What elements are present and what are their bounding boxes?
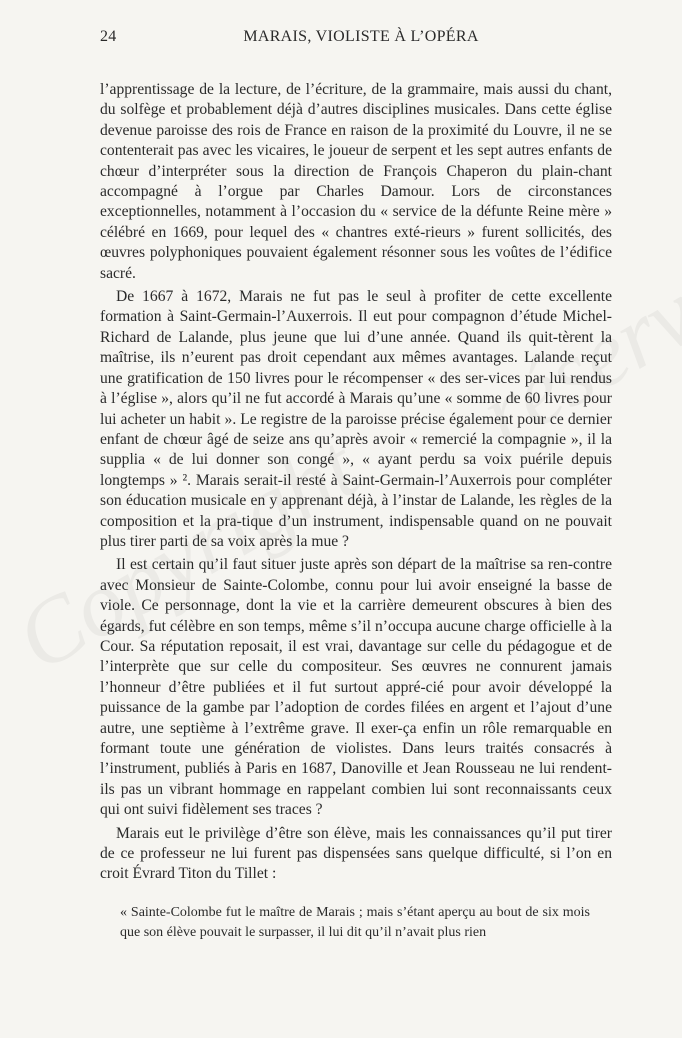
body-text (100, 80, 612, 885)
paragraph: Marais eut le privilège d’être son élève, mais les connaissances qu’il put tirer de ce professeur ne lui furent pas dispensées sans quelque difficulté, si l’on en croit Évrard Titon du Tillet : (100, 824, 612, 883)
paragraph: Il est certain qu’il faut situer juste après son départ de la maîtrise sa ren-contre avec Monsieur de Sainte-Colombe, connu pour lui avoir enseigné la basse de viole. Ce personnage, dont la vie et la carrière demeurent obscures à bien des égards, fut célèbre en son temps, même s’il n’occupa aucune charge officielle à la Cour. Sa réputation reposait, il est vrai, davantage sur celle du pédagogue et de l’interprète que sur celle du compositeur. Ses œuvres ne connurent jamais l’honneur d’être publiées et il fut surtout appré-cié pour avoir développé la puissance de la gambe par l’adoption de cordes filées en argent et l’ajout d’une autre, une septième à l’extrême grave. Il exer-ça enfin un rôle remarquable en formant toute une génération de violistes. Dans leurs traités consacrés à l’instrument, publiés à Paris en 1687, Danoville et Jean Rousseau ne lui rendent-ils pas un vibrant hommage en rappelant combien lui sont reconnaissants ceux qui ont suivi fidèlement ses traces ? (100, 556, 612, 819)
paragraph: De 1667 à 1672, Marais ne fut pas le seul à profiter de cette excellente formation à Saint-Germain-l’Auxerrois. Il eut pour compagnon d’étude Michel-Richard de Lalande, plus jeune que lui d’une année. Quand ils quit-tèrent la maîtrise, ils n’eurent pas droit cependant aux mêmes avantages. Lalande reçut une gratification de 150 livres pour le récompenser « des ser-vices par lui rendus à l’église », alors qu’il ne fut accordé à Marais qu’une « somme de 60 livres pour lui acheter un habit ». Le registre de la paroisse précise également pour ce dernier enfant de chœur âgé de seize ans qu’après avoir « remercié la compagnie », il la supplia « de lui donner son congé », « ayant perdu sa voix puérile depuis longtemps » ². Marais serait-il resté à Saint-Germain-l’Auxerrois pour compléter son éducation musicale en y apprenant déjà, à l’instar de Lalande, les règles de la composition et la pra-tique d’un instrument, indispensable quand on ne pouvait plus tirer parti de sa voix après la mue ? (100, 288, 612, 550)
block-quote: « Sainte-Colombe fut le maître de Marais ; mais s’étant aperçu au bout de six mois que son élève pouvait le surpasser, il lui dit qu’il n’avait plus rien (120, 905, 590, 940)
running-title: MARAIS, VIOLISTE À L’OPÉRA (243, 28, 479, 45)
page-number: 24 (100, 28, 117, 45)
paragraph: l’apprentissage de la lecture, de l’écriture, de la grammaire, mais aussi du chant, du solfège et probablement déjà d’autres disciplines musicales. Dans cette église devenue paroisse des rois de France en raison de la proximité du Louvre, il ne se contenterait pas avec les vicaires, le joueur de serpent et les sept autres enfants de chœur d’interpréter sous la direction de François Chaperon du plain-chant accompagné à l’orgue par Charles Damour. Lors de circonstances exceptionnelles, notamment à l’occasion du « service de la défunte Reine mère » célébré en 1669, pour lequel des « chantres exté-rieurs » furent sollicités, des œuvres polyphoniques pouvaient également résonner sous les voûtes de l’édifice sacré. (100, 81, 612, 282)
